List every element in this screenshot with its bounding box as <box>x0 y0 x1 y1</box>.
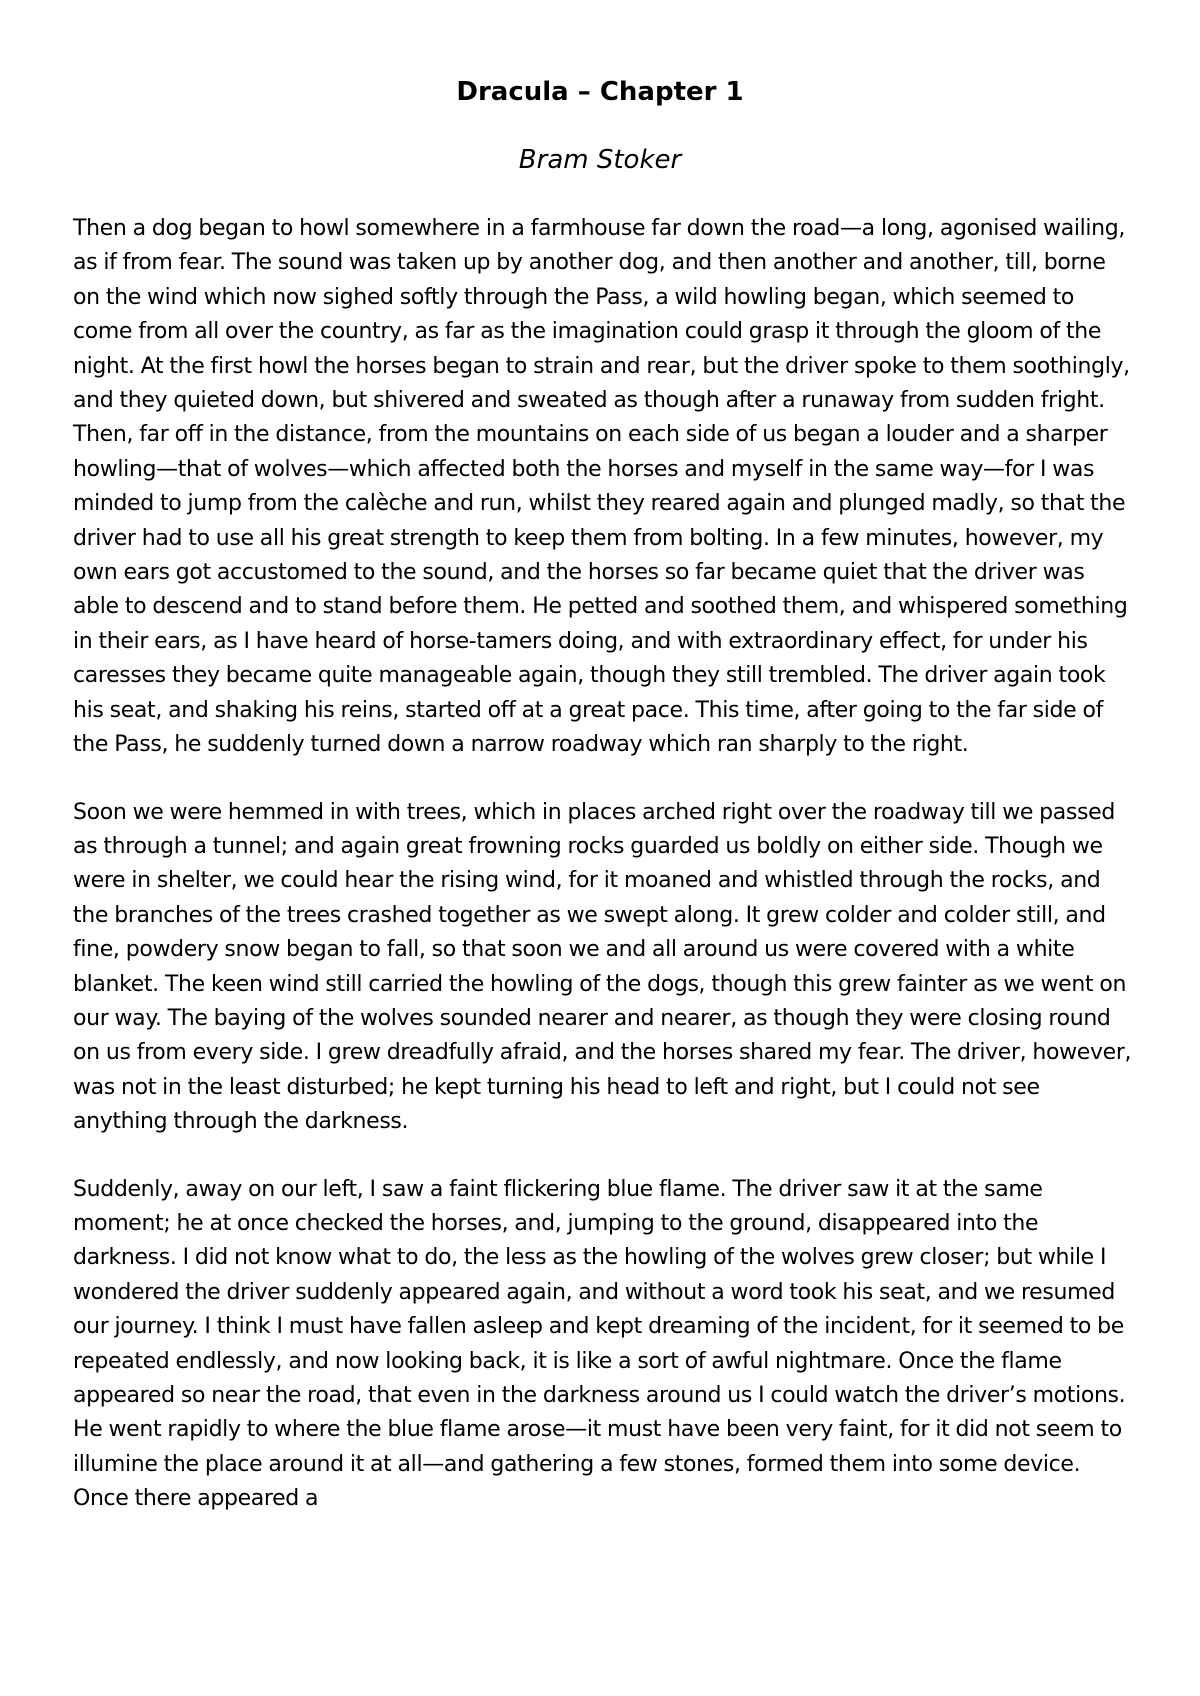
paragraph: Suddenly, away on our left, I saw a faint flickering blue flame. The driver saw it at the same moment; he at once checked the horses, and, jumping to the ground, disappeared into the darkness. I did not know what to do, the less as the howling of the wolves grew closer; but while I wondered the driver suddenly appeared again, and without a word took his seat, and we resumed our journey. I think I must have fallen asleep and kept dreaming of the incident, for it seemed to be repeated endlessly, and now looking back, it is like a sort of awful nightmare. Once the flame appeared so near the road, that even in the darkness around us I could watch the driver’s motions. He went rapidly to where the blue flame arose—it must have been very faint, for it did not seem to illumine the place around it at all—and gathering a few stones, formed them into some device. Once there appeared a <box>73 1176 1126 1512</box>
document-body <box>73 212 1133 1550</box>
paragraph: Soon we were hemmed in with trees, which in places arched right over the roadway till we passed as through a tunnel; and again great frowning rocks guarded us boldly on either side. Though we were in shelter, we could hear the rising wind, for it moaned and whistled through the rocks, and the branches of the trees crashed together as we swept along. It grew colder and colder still, and fine, powdery snow began to fall, so that soon we and all around us were covered with a white blanket. The keen wind still carried the howling of the dogs, though this grew fainter as we went on our way. The baying of the wolves sounded nearer and nearer, as though they were closing round on us from every side. I grew dreadfully afraid, and the horses shared my fear. The driver, however, was not in the least disturbed; he kept turning his head to left and right, but I could not see anything through the darkness. <box>73 799 1132 1135</box>
paragraph: Then a dog began to howl somewhere in a farmhouse far down the road—a long, agonised wailing, as if from fear. The sound was taken up by another dog, and then another and another, till, borne on the wind which now sighed softly through the Pass, a wild howling began, which seemed to come from all over the country, as far as the imagination could grasp it through the gloom of the night. At the first howl the horses began to strain and rear, but the driver spoke to them soothingly, and they quieted down, but shivered and sweated as though after a runaway from sudden fright. Then, far off in the distance, from the mountains on each side of us began a louder and a sharper howling—that of wolves—which affected both the horses and myself in the same way—for I was minded to jump from the calèche and run, whilst they reared again and plunged madly, so that the driver had to use all his great strength to keep them from bolting. In a few minutes, however, my own ears got accustomed to the sound, and the horses so far became quiet that the driver was able to descend and to stand before them. He petted and soothed them, and whispered something in their ears, as I have heard of horse-tamers doing, and with extraordinary effect, for under his caresses they became quite manageable again, though they still trembled. The driver again took his seat, and shaking his reins, started off at a great pace. This time, after going to the far side of the Pass, he suddenly turned down a narrow roadway which ran sharply to the right. <box>73 216 1130 758</box>
document-title: Dracula – Chapter 1 <box>456 77 744 107</box>
document-author: Bram Stoker <box>518 145 682 175</box>
